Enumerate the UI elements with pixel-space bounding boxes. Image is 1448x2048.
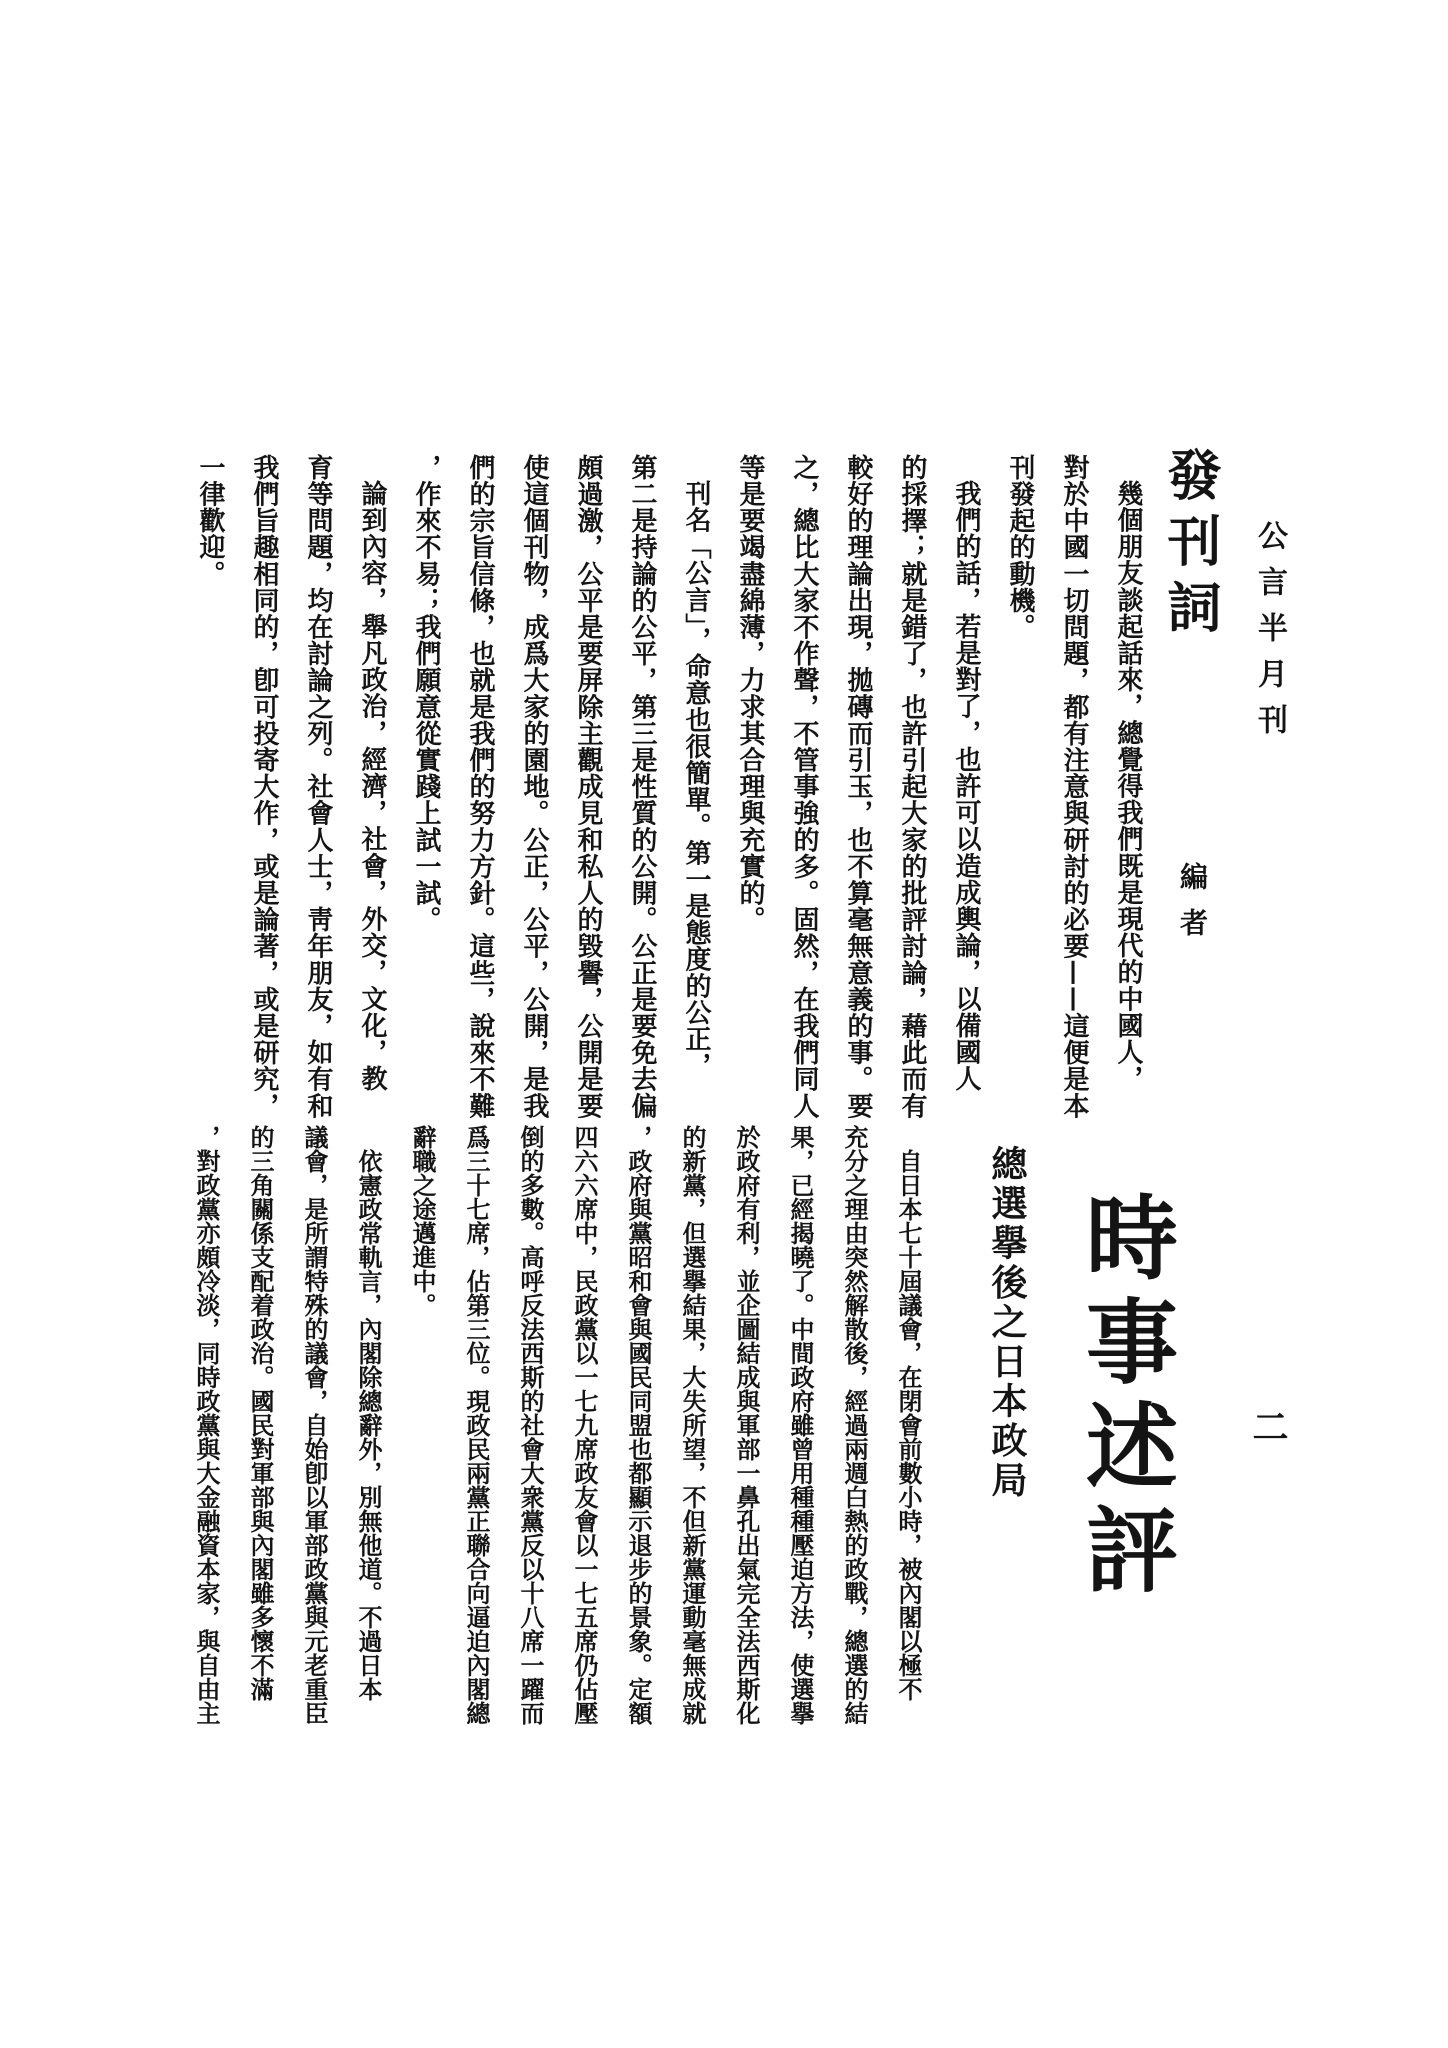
editorial-title: 發刊詞 xyxy=(1159,447,1223,645)
editorial-line: 較好的理論出現，拋磚而引玉，也不算毫無意義的事。要 xyxy=(843,454,873,1119)
editorial-line: 之，總比大家不作聲，不管事強的多。固然，在我們同人 xyxy=(789,454,819,1119)
editorial-line: 幾個朋友談起話來，總覺得我們既是現代的中國人， xyxy=(1113,480,1143,1092)
editorial-line: 等是要竭盡綿薄，力求其合理與充實的。 xyxy=(735,454,765,933)
article-line: ，對政黨亦頗冷淡，同時政黨與大金融資本家，與自由主 xyxy=(192,1125,221,1725)
editorial-line: 頗過激，公平是要屏除主觀成見和私人的毀譽，公開是要 xyxy=(573,454,603,1119)
editorial-line: 育等問題，均在討論之列。社會人士，靑年朋友，如有和 xyxy=(303,454,333,1119)
editorial-body xyxy=(183,454,1155,1144)
editorial-line: 們的宗旨信條，也就是我們的努力方針。這些，說來不難 xyxy=(465,454,495,1119)
article-line: 果，已經揭曉了。中間政府雖曾用種種壓迫方法，使選擧 xyxy=(786,1125,815,1725)
article-line: 倒的多數。高呼反法西斯的社會大衆黨反以十八席一躍而 xyxy=(516,1125,545,1725)
editorial-line: 論到內容，舉凡政治，經濟，社會，外交，文化，教 xyxy=(357,480,387,1092)
article-line: 於政府有利，並企圖結成與軍部一鼻孔出氣完全法西斯化 xyxy=(732,1125,761,1725)
editorial-line: 的採擇；就是錯了，也許引起大家的批評討論，藉此而有 xyxy=(897,454,927,1119)
article-line: 議會，是所謂特殊的議會，自始卽以軍部政黨與元老重臣 xyxy=(300,1125,329,1725)
editorial-line: 刊名「公言」，命意也很簡單。第一是態度的公正， xyxy=(681,480,711,1079)
article-line: ，政府與黨昭和會與國民同盟也都顯示退步的景象。定額 xyxy=(624,1125,653,1725)
article-line: 充分之理由突然解散後，經過兩週白熱的政戰，總選的結 xyxy=(840,1125,869,1725)
article-line: 自日本七十屆議會，在閉會前數小時，被內閣以極不 xyxy=(894,1149,923,1701)
article-line: 依憲政常軌言，內閣除總辭外，別無他道。不過日本 xyxy=(354,1149,383,1701)
editorial-line: 我們的話，若是對了，也許可以造成輿論，以備國人 xyxy=(951,480,981,1092)
editorial-line: ，作來不易；我們願意從實踐上試一試。 xyxy=(411,454,441,933)
article-title: 總選擧後之日本政局 xyxy=(986,1145,1028,1501)
article-line: 的三角關係支配着政治。國民對軍部與內閣雖多懷不滿 xyxy=(246,1125,275,1701)
article-line: 的新黨，但選擧結果，大失所望，不但新黨運動毫無成就 xyxy=(678,1125,707,1725)
article-line: 四六六席中，民政黨以一七九席政友會以一七五席仍佔壓 xyxy=(570,1125,599,1725)
article-line: 辭職之途邁進中。 xyxy=(408,1125,437,1317)
editorial-line: 對於中國一切問題，都有注意與研討的必要——這便是本 xyxy=(1059,454,1089,1119)
article-line: 爲三十七席，佔第三位。現政民兩黨正聯合向逼迫內閣總 xyxy=(462,1125,491,1725)
page-number: 二 xyxy=(1247,1408,1289,1444)
editorial-line: 一律歡迎。 xyxy=(195,454,225,587)
editorial-line: 刊發起的動機。 xyxy=(1005,454,1035,641)
section-heading: 時事述評 xyxy=(1071,1190,1179,1606)
running-header: 公言半月刊 xyxy=(1252,520,1287,750)
editorial-author: 編者 xyxy=(1176,862,1209,954)
article-body xyxy=(179,1125,935,1765)
editorial-line: 第二是持論的公平，第三是性質的公開。公正是要免去偏 xyxy=(627,454,657,1119)
editorial-line: 使這個刊物，成爲大家的園地。公正，公平，公開，是我 xyxy=(519,454,549,1119)
editorial-line: 我們旨趣相同的，卽可投寄大作，或是論著，或是研究， xyxy=(249,454,279,1119)
